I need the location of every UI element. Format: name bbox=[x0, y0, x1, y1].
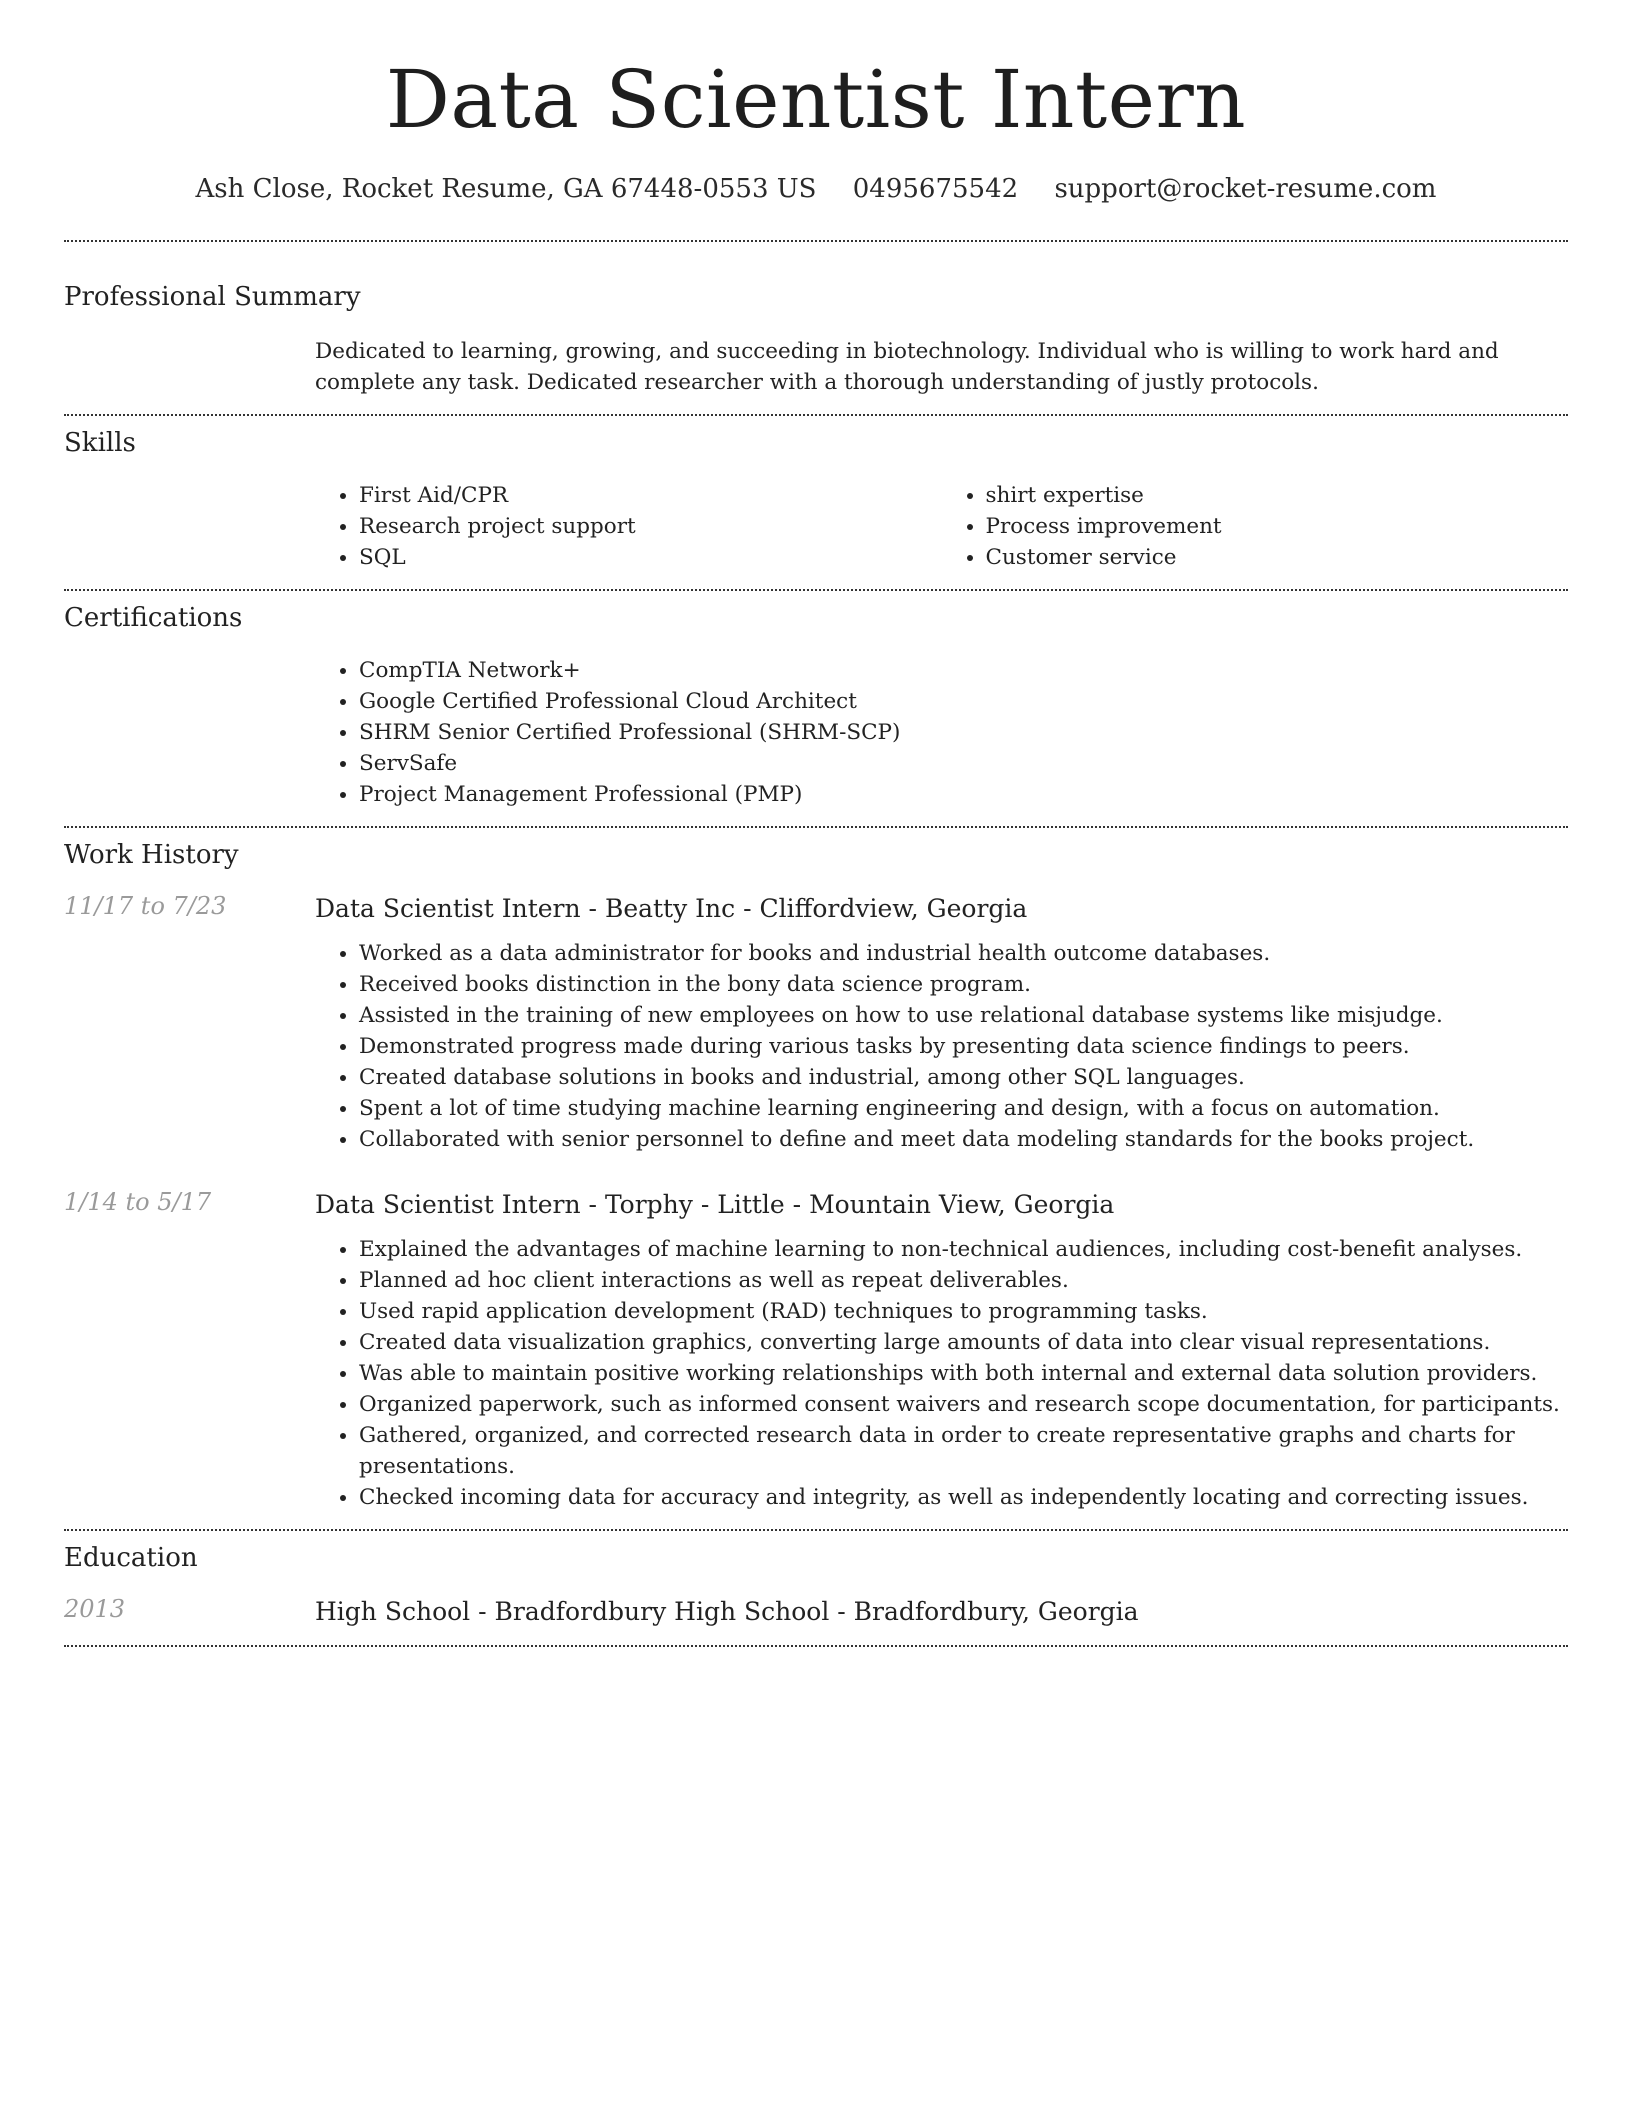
skill-item: • First Aid/CPR bbox=[359, 480, 942, 511]
skill-item: • Customer service bbox=[986, 542, 1569, 573]
certification-item: • Google Certified Professional Cloud Architect bbox=[359, 686, 1568, 717]
certification-item: • SHRM Senior Certified Professional (SHRM-SCP) bbox=[359, 717, 1568, 748]
contact-line bbox=[64, 174, 1568, 204]
job-heading: Data Scientist Intern - Torphy - Little - Mountain View, Georgia bbox=[315, 1190, 1115, 1219]
job-bullet: • Was able to maintain positive working relationships with both internal and external data solution providers. bbox=[359, 1358, 1568, 1389]
job-bullet: • Assisted in the training of new employees on how to use relational database systems like misjudge. bbox=[359, 1000, 1568, 1031]
certifications-section bbox=[64, 591, 1568, 810]
skills-section bbox=[64, 416, 1568, 573]
skills-list-left bbox=[315, 480, 942, 573]
education-date: 2013 bbox=[64, 1595, 126, 1623]
email: support@rocket-resume.com bbox=[1054, 174, 1437, 204]
summary-section bbox=[64, 242, 1568, 398]
job-bullet: • Collaborated with senior personnel to define and meet data modeling standards for the books project. bbox=[359, 1124, 1568, 1155]
job-bullet: • Used rapid application development (RAD) techniques to programming tasks. bbox=[359, 1296, 1568, 1327]
candidate-name: Data Scientist Intern bbox=[385, 53, 1247, 146]
job-bullet: • Demonstrated progress made during various tasks by presenting data science findings to peers. bbox=[359, 1031, 1568, 1062]
job-bullets bbox=[315, 1234, 1568, 1513]
skill-item: • shirt expertise bbox=[986, 480, 1569, 511]
skills-list-right bbox=[942, 480, 1569, 573]
divider bbox=[64, 1645, 1568, 1647]
school-detail: - Bradfordbury High School - Bradfordbury, Georgia bbox=[470, 1597, 1139, 1626]
section-title-work-history: Work History bbox=[64, 840, 239, 870]
degree: High School bbox=[315, 1597, 471, 1626]
job-bullet: • Gathered, organized, and corrected research data in order to create representative graphs and charts for presentations. bbox=[359, 1420, 1568, 1482]
job-bullet: • Planned ad hoc client interactions as well as repeat deliverables. bbox=[359, 1265, 1568, 1296]
job-bullet: • Created database solutions in books and industrial, among other SQL languages. bbox=[359, 1062, 1568, 1093]
summary-text: Dedicated to learning, growing, and succeeding in biotechnology. Individual who is willing to work hard and complete any task. Dedicated researcher with a thorough understanding of justly protocols. bbox=[315, 339, 1499, 395]
work-history-section bbox=[64, 828, 1568, 1513]
certification-item: • CompTIA Network+ bbox=[359, 655, 1568, 686]
job-bullet: • Checked incoming data for accuracy and integrity, as well as independently locating and correcting issues. bbox=[359, 1482, 1568, 1513]
certification-item: • Project Management Professional (PMP) bbox=[359, 779, 1568, 810]
section-title-education: Education bbox=[64, 1543, 198, 1573]
job-date: 11/17 to 7/23 bbox=[64, 892, 227, 920]
certifications-list bbox=[315, 655, 1568, 810]
section-title-certifications: Certifications bbox=[64, 603, 243, 633]
skill-item: • SQL bbox=[359, 542, 942, 573]
skill-item: • Research project support bbox=[359, 511, 942, 542]
address: Ash Close, Rocket Resume, GA 67448-0553 US bbox=[195, 174, 817, 204]
section-title-skills: Skills bbox=[64, 428, 136, 458]
job-bullet: • Received books distinction in the bony data science program. bbox=[359, 969, 1568, 1000]
job-bullet: • Organized paperwork, such as informed consent waivers and research scope documentation, for participants. bbox=[359, 1389, 1568, 1420]
skill-item: • Process improvement bbox=[986, 511, 1569, 542]
job-date: 1/14 to 5/17 bbox=[64, 1188, 212, 1216]
education-section bbox=[64, 1531, 1568, 1629]
phone: 0495675542 bbox=[852, 174, 1019, 204]
education-heading bbox=[315, 1595, 1568, 1629]
job-bullet: • Worked as a data administrator for books and industrial health outcome databases. bbox=[359, 938, 1568, 969]
job-bullets bbox=[315, 938, 1568, 1155]
certification-item: • ServSafe bbox=[359, 748, 1568, 779]
job-heading: Data Scientist Intern - Beatty Inc - Cliffordview, Georgia bbox=[315, 894, 1028, 923]
job-entry bbox=[64, 1188, 1568, 1513]
job-bullet: • Spent a lot of time studying machine learning engineering and design, with a focus on automation. bbox=[359, 1093, 1568, 1124]
education-entry bbox=[64, 1595, 1568, 1629]
job-entry bbox=[64, 892, 1568, 1155]
job-bullet: • Explained the advantages of machine learning to non-technical audiences, including cost-benefit analyses. bbox=[359, 1234, 1568, 1265]
job-bullet: • Created data visualization graphics, converting large amounts of data into clear visual representations. bbox=[359, 1327, 1568, 1358]
section-title-summary: Professional Summary bbox=[64, 282, 361, 312]
